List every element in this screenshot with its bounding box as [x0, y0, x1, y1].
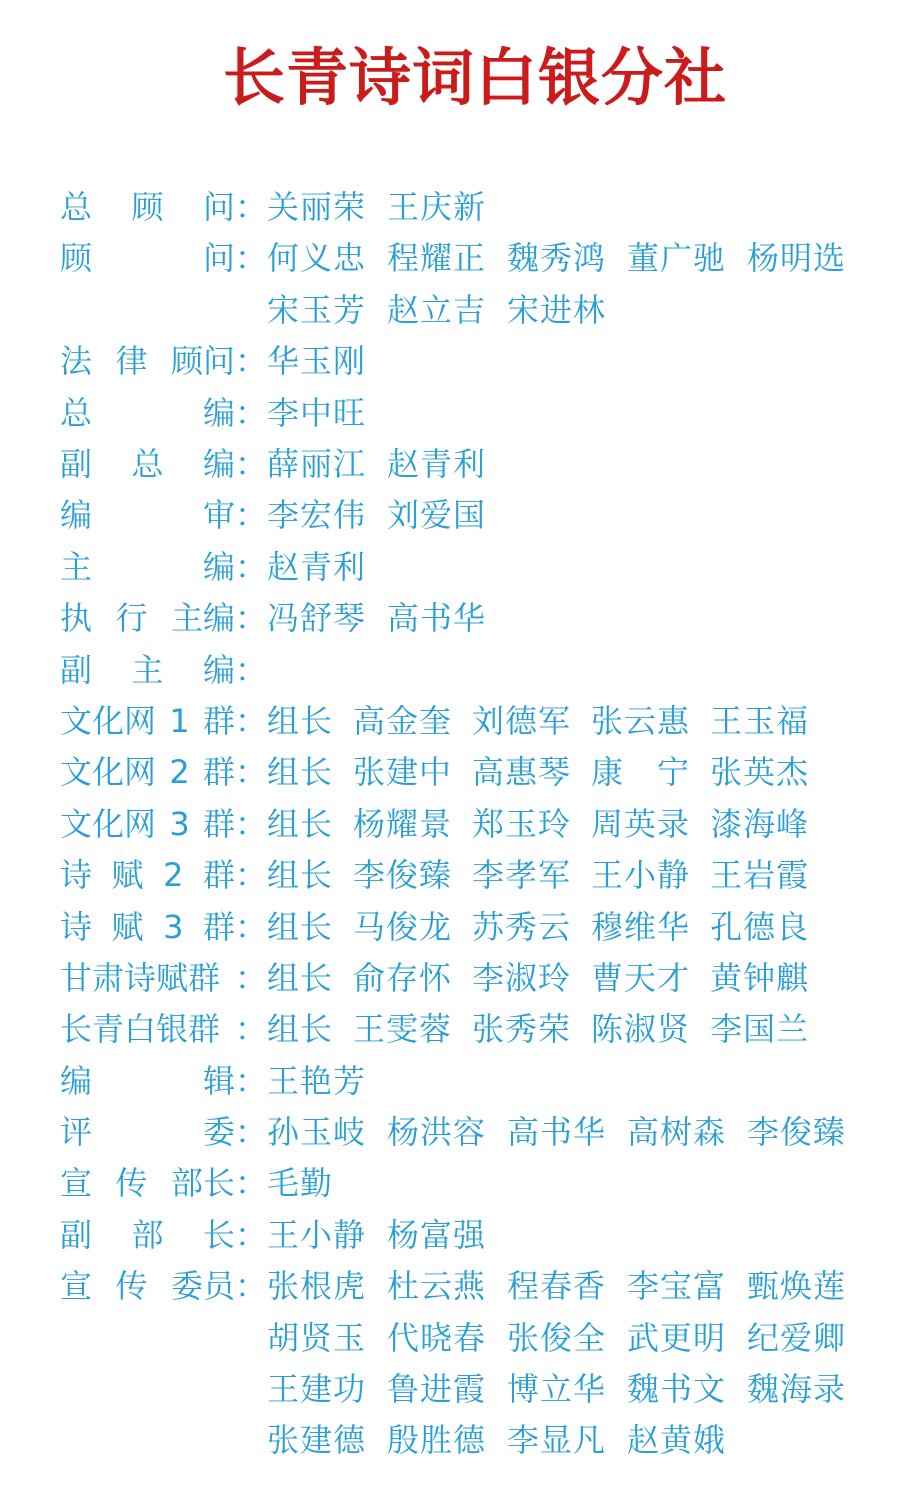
person-name: 冯舒琴: [267, 599, 367, 638]
person-name: 博立华: [507, 1370, 607, 1409]
person-name: 董广驰: [627, 239, 727, 278]
group-leader-label: 组长: [267, 804, 334, 843]
person-name: 黄钟麒: [710, 958, 810, 997]
colon: ：: [235, 188, 268, 226]
person-name: 魏海录: [747, 1370, 847, 1409]
group-leader-label: 组长: [267, 1010, 334, 1049]
colon: ：: [235, 599, 268, 638]
person-name: 李显凡: [507, 1421, 607, 1460]
person-name: 孙玉岐: [267, 1113, 367, 1152]
person-name: 代晓春: [387, 1318, 487, 1357]
role-label: 文化网 2 群: [60, 753, 235, 792]
person-name: 高书华: [387, 599, 487, 638]
role-label: 诗 赋 2 群: [60, 856, 235, 895]
colon: ：: [235, 650, 268, 689]
person-name: 马俊龙: [353, 907, 453, 946]
person-name: 薛丽江: [267, 444, 367, 483]
person-name: 王岩霞: [710, 856, 810, 895]
person-name: 鲁进霞: [387, 1370, 487, 1409]
person-name: 纪爱卿: [747, 1318, 847, 1357]
name-list: [267, 696, 867, 747]
person-name: 杨明选: [747, 239, 847, 278]
role-row-poetry-group-2: [60, 850, 890, 901]
role-label: 执 行 主编: [60, 599, 235, 638]
person-name: 赵青利: [387, 444, 487, 483]
person-name: 杨富强: [387, 1215, 487, 1254]
role-row-culture-net-group-2: [60, 747, 890, 798]
role-label: 法 律 顾问: [60, 342, 235, 381]
person-name: 宋进林: [507, 290, 607, 329]
person-name: 殷胜德: [387, 1421, 487, 1460]
name-list: [267, 542, 867, 593]
role-row-judges: [60, 1107, 890, 1158]
person-name: 关丽荣: [267, 188, 367, 226]
person-name: 张英杰: [710, 753, 810, 792]
name-list: [267, 747, 867, 798]
person-name: 魏秀鸿: [507, 239, 607, 278]
name-list: [267, 1004, 867, 1055]
person-name: 张根虎: [267, 1267, 367, 1306]
person-name: 赵立吉: [387, 290, 487, 329]
role-label: 总 顾 问: [60, 188, 235, 226]
person-name: 陈淑贤: [591, 1010, 691, 1049]
person-name: 华玉刚: [267, 342, 367, 381]
person-name: 高树森: [627, 1113, 727, 1152]
role-row-publicity-members: [60, 1261, 890, 1467]
role-row-changqing-baiyin-group: [60, 1004, 890, 1055]
colon: ：: [235, 1164, 268, 1203]
colon: ：: [235, 804, 268, 843]
person-name: 俞存怀: [353, 958, 453, 997]
name-list: [267, 439, 867, 490]
person-name: 李宝富: [627, 1267, 727, 1306]
person-name: 李俊臻: [747, 1113, 847, 1152]
role-label: 诗 赋 3 群: [60, 907, 235, 946]
role-row-executive-editor: [60, 593, 890, 644]
person-name: 胡贤玉: [267, 1318, 367, 1357]
person-name: 魏书文: [627, 1370, 727, 1409]
role-label: 长青白银群: [60, 1010, 221, 1049]
person-name: 刘德军: [472, 701, 572, 740]
name-list: [267, 388, 867, 439]
role-label: 副 部 长: [60, 1215, 235, 1254]
person-name: 赵青利: [267, 547, 367, 586]
role-row-culture-net-group-1: [60, 696, 890, 747]
name-list: [267, 1261, 867, 1467]
person-name: 康 宁: [591, 753, 691, 792]
person-name: 李宏伟: [267, 496, 367, 535]
role-row-deputy-editor-in-chief: [60, 439, 890, 490]
role-row-poetry-group-3: [60, 902, 890, 953]
name-list: [267, 233, 867, 336]
person-name: 张云惠: [591, 701, 691, 740]
colon: ：: [235, 239, 268, 278]
colon: ：: [235, 1010, 268, 1049]
person-name: 郑玉玲: [472, 804, 572, 843]
role-label: 文化网 1 群: [60, 701, 235, 740]
name-list: [267, 850, 867, 901]
name-list: [267, 336, 867, 387]
person-name: 李中旺: [267, 393, 367, 432]
colon: ：: [235, 701, 268, 740]
role-label: 评 委: [60, 1113, 235, 1152]
role-label: 总 编: [60, 393, 235, 432]
role-label: 顾 问: [60, 239, 235, 278]
person-name: 李国兰: [710, 1010, 810, 1049]
colon: ：: [235, 753, 268, 792]
person-name: 孔德良: [710, 907, 810, 946]
person-name: 杨耀景: [353, 804, 453, 843]
person-name: 甄焕莲: [747, 1267, 847, 1306]
person-name: 王艳芳: [267, 1061, 367, 1100]
person-name: 刘爱国: [387, 496, 487, 535]
name-list: [267, 1056, 867, 1107]
role-label: 文化网 3 群: [60, 804, 235, 843]
role-row-chief-advisor: [60, 182, 890, 233]
person-name: 毛勤: [267, 1164, 334, 1203]
person-name: 王小静: [267, 1215, 367, 1254]
colon: ：: [235, 1113, 268, 1152]
name-list: [267, 902, 867, 953]
group-leader-label: 组长: [267, 958, 334, 997]
colon: ：: [235, 1215, 268, 1254]
staff-roster: [60, 182, 890, 1467]
colon: ：: [235, 444, 268, 483]
person-name: 张秀荣: [472, 1010, 572, 1049]
person-name: 何义忠: [267, 239, 367, 278]
person-name: 李孝军: [472, 856, 572, 895]
role-label: 宣 传 委员: [60, 1267, 235, 1306]
group-leader-label: 组长: [267, 856, 334, 895]
person-name: 高惠琴: [472, 753, 572, 792]
colon: ：: [235, 856, 268, 895]
person-name: 程耀正: [387, 239, 487, 278]
role-row-culture-net-group-3: [60, 799, 890, 850]
person-name: 宋玉芳: [267, 290, 367, 329]
role-label: 编 辑: [60, 1061, 235, 1100]
role-row-deputy-chief-editor: [60, 645, 890, 696]
role-label: 编 审: [60, 496, 235, 535]
role-row-deputy-director: [60, 1210, 890, 1261]
role-row-gansu-poetry-group: [60, 953, 890, 1004]
person-name: 曹天才: [591, 958, 691, 997]
person-name: 王庆新: [387, 188, 487, 226]
role-row-reviewer: [60, 490, 890, 541]
role-label: 副 总 编: [60, 444, 235, 483]
person-name: 张俊全: [507, 1318, 607, 1357]
group-leader-label: 组长: [267, 907, 334, 946]
role-label: 副 主 编: [60, 650, 235, 689]
person-name: 杨洪容: [387, 1113, 487, 1152]
page-title: 长青诗词白银分社: [222, 41, 727, 114]
colon: ：: [235, 1267, 268, 1306]
name-list: [267, 1210, 867, 1261]
person-name: 穆维华: [591, 907, 691, 946]
person-name: 王雯蓉: [353, 1010, 453, 1049]
role-row-editor: [60, 1056, 890, 1107]
group-leader-label: 组长: [267, 701, 334, 740]
role-label: 甘肃诗赋群: [60, 958, 221, 997]
name-list: [267, 953, 867, 1004]
colon: ：: [235, 342, 268, 381]
role-row-publicity-director: [60, 1158, 890, 1209]
role-row-legal-advisor: [60, 336, 890, 387]
person-name: 苏秀云: [472, 907, 572, 946]
person-name: 高书华: [507, 1113, 607, 1152]
colon: ：: [235, 907, 268, 946]
role-label: 宣 传 部长: [60, 1164, 235, 1203]
name-list: [267, 1158, 867, 1209]
colon: ：: [235, 496, 268, 535]
person-name: 周英录: [591, 804, 691, 843]
colon: ：: [235, 1061, 268, 1100]
person-name: 杜云燕: [387, 1267, 487, 1306]
person-name: 李淑玲: [472, 958, 572, 997]
role-row-advisor: [60, 233, 890, 336]
person-name: 王建功: [267, 1370, 367, 1409]
name-list: [267, 799, 867, 850]
person-name: 赵黄娥: [627, 1421, 727, 1460]
person-name: 武更明: [627, 1318, 727, 1357]
name-list: [267, 490, 867, 541]
person-name: 李俊臻: [353, 856, 453, 895]
role-row-editor-in-chief: [60, 388, 890, 439]
person-name: 漆海峰: [710, 804, 810, 843]
person-name: 张建德: [267, 1421, 367, 1460]
person-name: 王玉福: [710, 701, 810, 740]
person-name: 程春香: [507, 1267, 607, 1306]
name-list: [267, 1107, 867, 1158]
person-name: 高金奎: [353, 701, 453, 740]
person-name: 王小静: [591, 856, 691, 895]
name-list: [267, 182, 867, 233]
role-row-chief-editor: [60, 542, 890, 593]
colon: ：: [235, 393, 268, 432]
name-list: [267, 593, 867, 644]
role-label: 主 编: [60, 547, 235, 586]
colon: ：: [235, 547, 268, 586]
person-name: 张建中: [353, 753, 453, 792]
group-leader-label: 组长: [267, 753, 334, 792]
colon: ：: [235, 958, 268, 997]
